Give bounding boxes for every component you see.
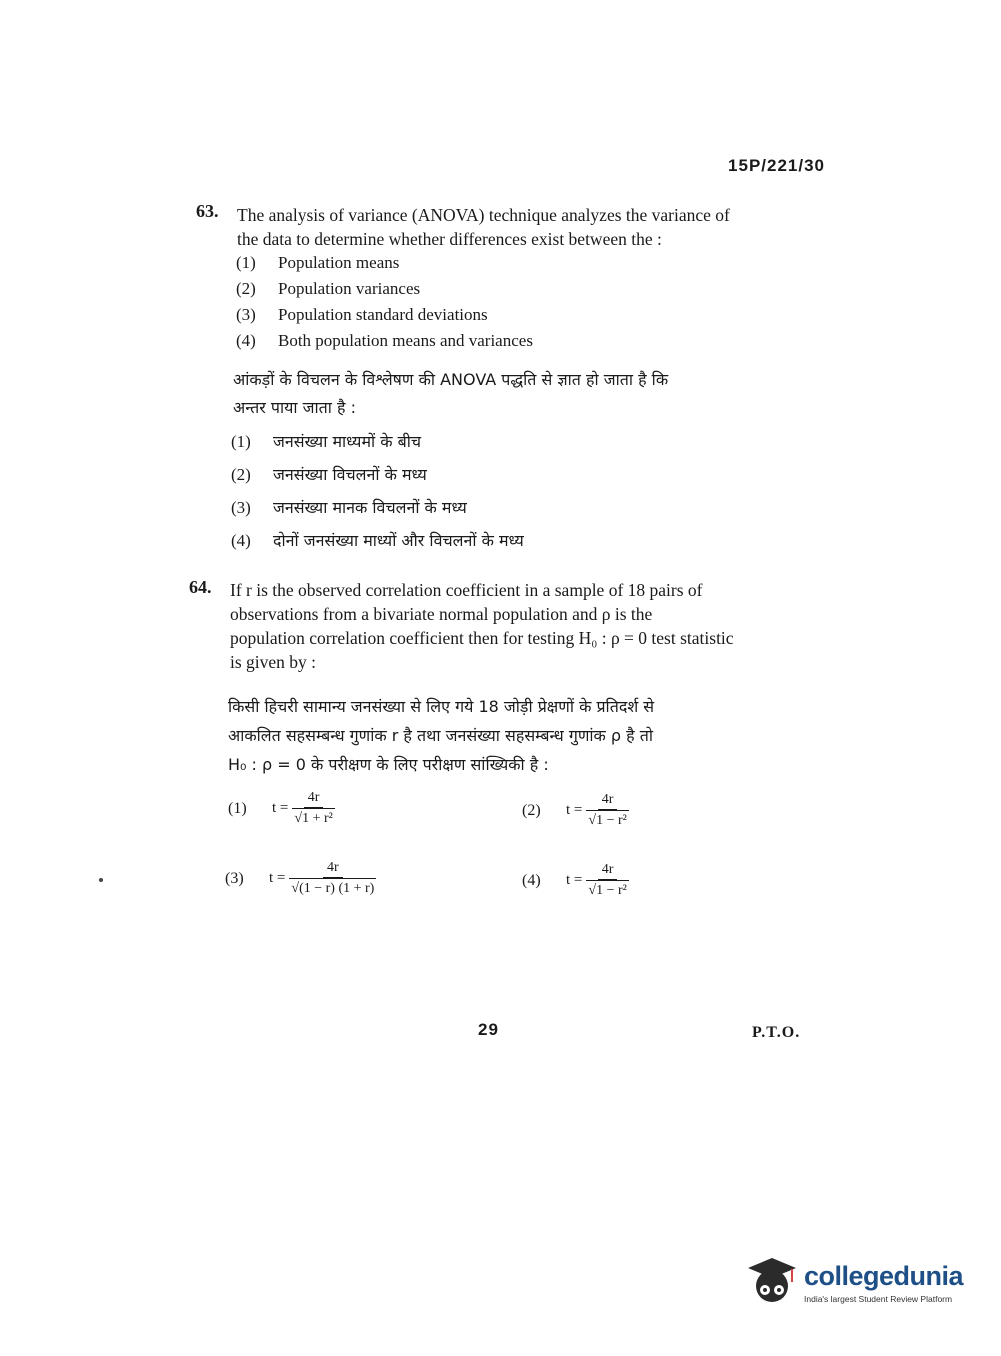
option-hi-2: (2) जनसंख्या विचलनों के मध्य <box>231 465 427 484</box>
q63-hi-line-2: अन्तर पाया जाता है : <box>233 398 356 417</box>
q64-en-line-3: population correlation coefficient then for testing H₀ : ρ = 0 test statistic <box>230 628 734 648</box>
q63-en-line-2: the data to determine whether differences exist between the : <box>237 229 662 249</box>
option-hi-1: (1) जनसंख्या माध्यमों के बीच <box>231 432 422 451</box>
question-63-text-en <box>237 203 827 251</box>
option-en-2: (2) Population variances <box>236 279 421 298</box>
q64-hi-line-1: किसी हिचरी सामान्य जनसंख्या से लिए गये 18 जोड़ी प्रेक्षणों के प्रतिदर्श से <box>228 697 655 716</box>
option-en-3: (3) Population standard deviations <box>236 305 488 324</box>
option-hi-3: (3) जनसंख्या मानक विचलनों के मध्य <box>231 498 467 517</box>
q64-hi-line-2: आकलित सहसम्बन्ध गुणांक r है तथा जनसंख्या सहसम्बन्ध गुणांक ρ है तो <box>228 726 654 745</box>
question-63-number: 63. <box>196 201 219 221</box>
question-64-text-en <box>230 578 820 674</box>
q64-en-line-2: observations from a bivariate normal population and ρ is the <box>230 604 653 624</box>
question-63-options-en <box>236 250 533 354</box>
logo-brand: collegedunia <box>804 1260 964 1291</box>
q64-en-line-4: is given by : <box>230 652 317 672</box>
option-en-1: (1) Population means <box>236 253 400 272</box>
collegedunia-logo <box>742 1252 963 1312</box>
pto-label: P.T.O. <box>752 1024 801 1041</box>
question-64-number: 64. <box>189 577 212 597</box>
q64-hi-line-3: H₀ : ρ = 0 के परीक्षण के लिए परीक्षण सांख्यिकी है : <box>228 755 549 774</box>
q64-option-1: (1) t = $\frac{4r}{\text{√1 + r²}}$ <box>228 790 333 826</box>
question-64-text-hi <box>228 692 828 779</box>
question-63-text-hi <box>233 366 833 422</box>
q64-option-2: (2) t = $\frac{4r}{\text{√1 − r²}}$ <box>522 792 627 828</box>
q64-option-3: (3) t = $\frac{4r}{√(1 - r) (1 + r)}$ <box>225 860 375 896</box>
mascot-icon <box>742 1252 800 1312</box>
q63-en-line-1: The analysis of variance (ANOVA) technique analyzes the variance of <box>237 205 730 225</box>
stray-dot <box>99 878 103 882</box>
q64-en-line-1: If r is the observed correlation coefficient in a sample of 18 pairs of <box>230 580 703 600</box>
logo-tagline: India's largest Student Review Platform <box>804 1293 953 1304</box>
q64-option-4: (4) t = $\frac{4r}{\text{√1 − r²}}$ <box>522 862 627 898</box>
paper-code: 15P/221/30 <box>728 156 825 175</box>
page-number: 29 <box>478 1020 499 1039</box>
question-63-options-hi <box>231 425 524 557</box>
option-hi-4: (4) दोनों जनसंख्या माध्यों और विचलनों के मध्य <box>231 531 524 550</box>
q63-hi-line-1: आंकड़ों के विचलन के विश्लेषण की ANOVA पद्धति से ज्ञात हो जाता है कि <box>233 370 669 389</box>
option-en-4: (4) Both population means and variances <box>236 331 533 350</box>
